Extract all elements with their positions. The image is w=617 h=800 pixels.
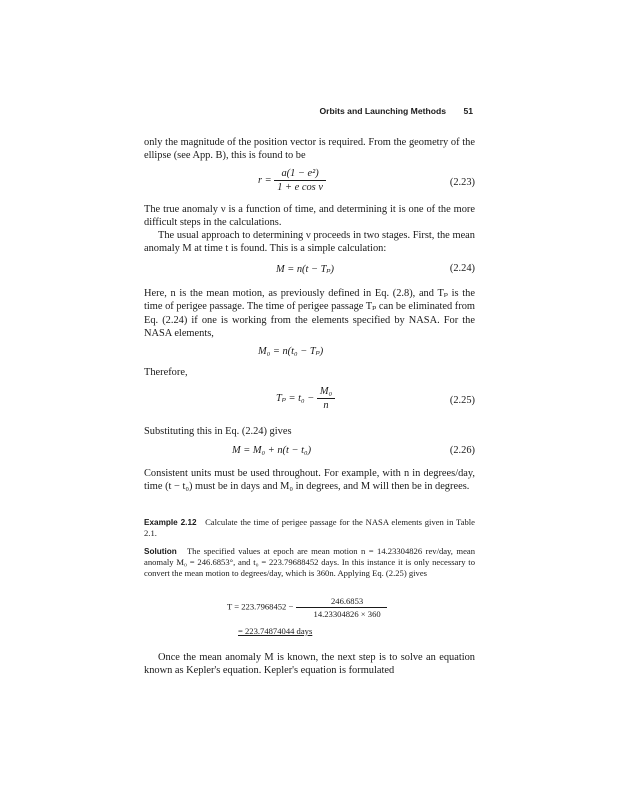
eq-2-26-body: M = M₀ + n(t − t₀) (232, 445, 312, 456)
paragraph-mean-motion: Here, n is the mean motion, as previously defined in Eq. (2.8), and Tₚ is the time of perigee passage. The time of perigee passage Tₚ can be eliminated from Eq. (2.24) if one is working from the elements specified by NASA. For the NASA elements, (144, 288, 475, 340)
calc-result: = 223.74874044 days (238, 626, 313, 636)
paragraph-true-anomaly: The true anomaly ν is a function of time, and determining it is one of the more difficult steps in the calculations. (144, 204, 475, 229)
eq-2-23-lhs: r = (258, 174, 272, 186)
solution-label: Solution (144, 547, 177, 556)
eq-2-24-body: M = n(t − Tₚ) (276, 264, 335, 275)
eq-2-23-denominator: 1 + e cos ν (277, 182, 323, 193)
eq-2-23-numerator: a(1 − e²) (274, 168, 326, 181)
paragraph-units: Consistent units must be used throughout. For example, with n in degrees/day, time (t − t₀) must be in days and M₀ in degrees, and M will then be in degrees. (144, 468, 475, 493)
equation-2-25 (144, 386, 475, 416)
eq-2-25-numerator: M₀ (317, 386, 335, 399)
paragraph-geometry: only the magnitude of the position vector is required. From the geometry of the ellipse (see App. B), this is found to be (144, 137, 475, 162)
equation-2-23 (144, 168, 475, 198)
eq-m0-body: M₀ = n(t₀ − Tₚ) (258, 346, 324, 357)
running-header (300, 106, 473, 120)
calc-result-line (238, 626, 312, 636)
calc-numerator: 246.6853 (296, 596, 387, 608)
eq-2-24-number: (2.24) (449, 263, 475, 274)
example-solution (144, 546, 475, 579)
header-title: Orbits and Launching Methods (319, 106, 446, 116)
example-text: Calculate the time of perigee passage for the NASA elements given in Table 2.1. (144, 517, 476, 538)
paragraph-substituting: Substituting this in Eq. (2.24) gives (144, 426, 292, 437)
example-calculation (227, 596, 387, 619)
eq-2-25-lhs: Tₚ = t₀ − (276, 392, 315, 404)
eq-2-23-number: (2.23) (449, 177, 475, 188)
example-statement (144, 517, 475, 539)
therefore-text: Therefore, (144, 367, 188, 378)
calc-denominator: 14.23304826 × 360 (313, 609, 381, 619)
eq-2-25-number: (2.25) (449, 395, 475, 406)
paragraph-kepler: Once the mean anomaly M is known, the next step is to solve an equation known as Kepler's equation. Kepler's equation is formulated (144, 652, 475, 677)
eq-2-25-denominator: n (323, 400, 329, 411)
paragraph-approach: The usual approach to determining ν proceeds in two stages. First, the mean anomaly M at time t is found. This is a simple calculation: (144, 230, 475, 255)
solution-text: The specified values at epoch are mean motion n = 14.23304826 rev/day, mean anomaly M₀ = 246.6853°, and t₀ = 223.79688452 days. In this instance it is only necessary to convert the mean motion to degrees/day, which is 360n. Applying Eq. (2.25) gives (144, 546, 476, 578)
calc-lhs: T = 223.7968452 − (227, 601, 294, 612)
eq-2-26-number: (2.26) (449, 445, 475, 456)
example-label: Example 2.12 (144, 518, 197, 527)
page-number: 51 (463, 106, 473, 116)
